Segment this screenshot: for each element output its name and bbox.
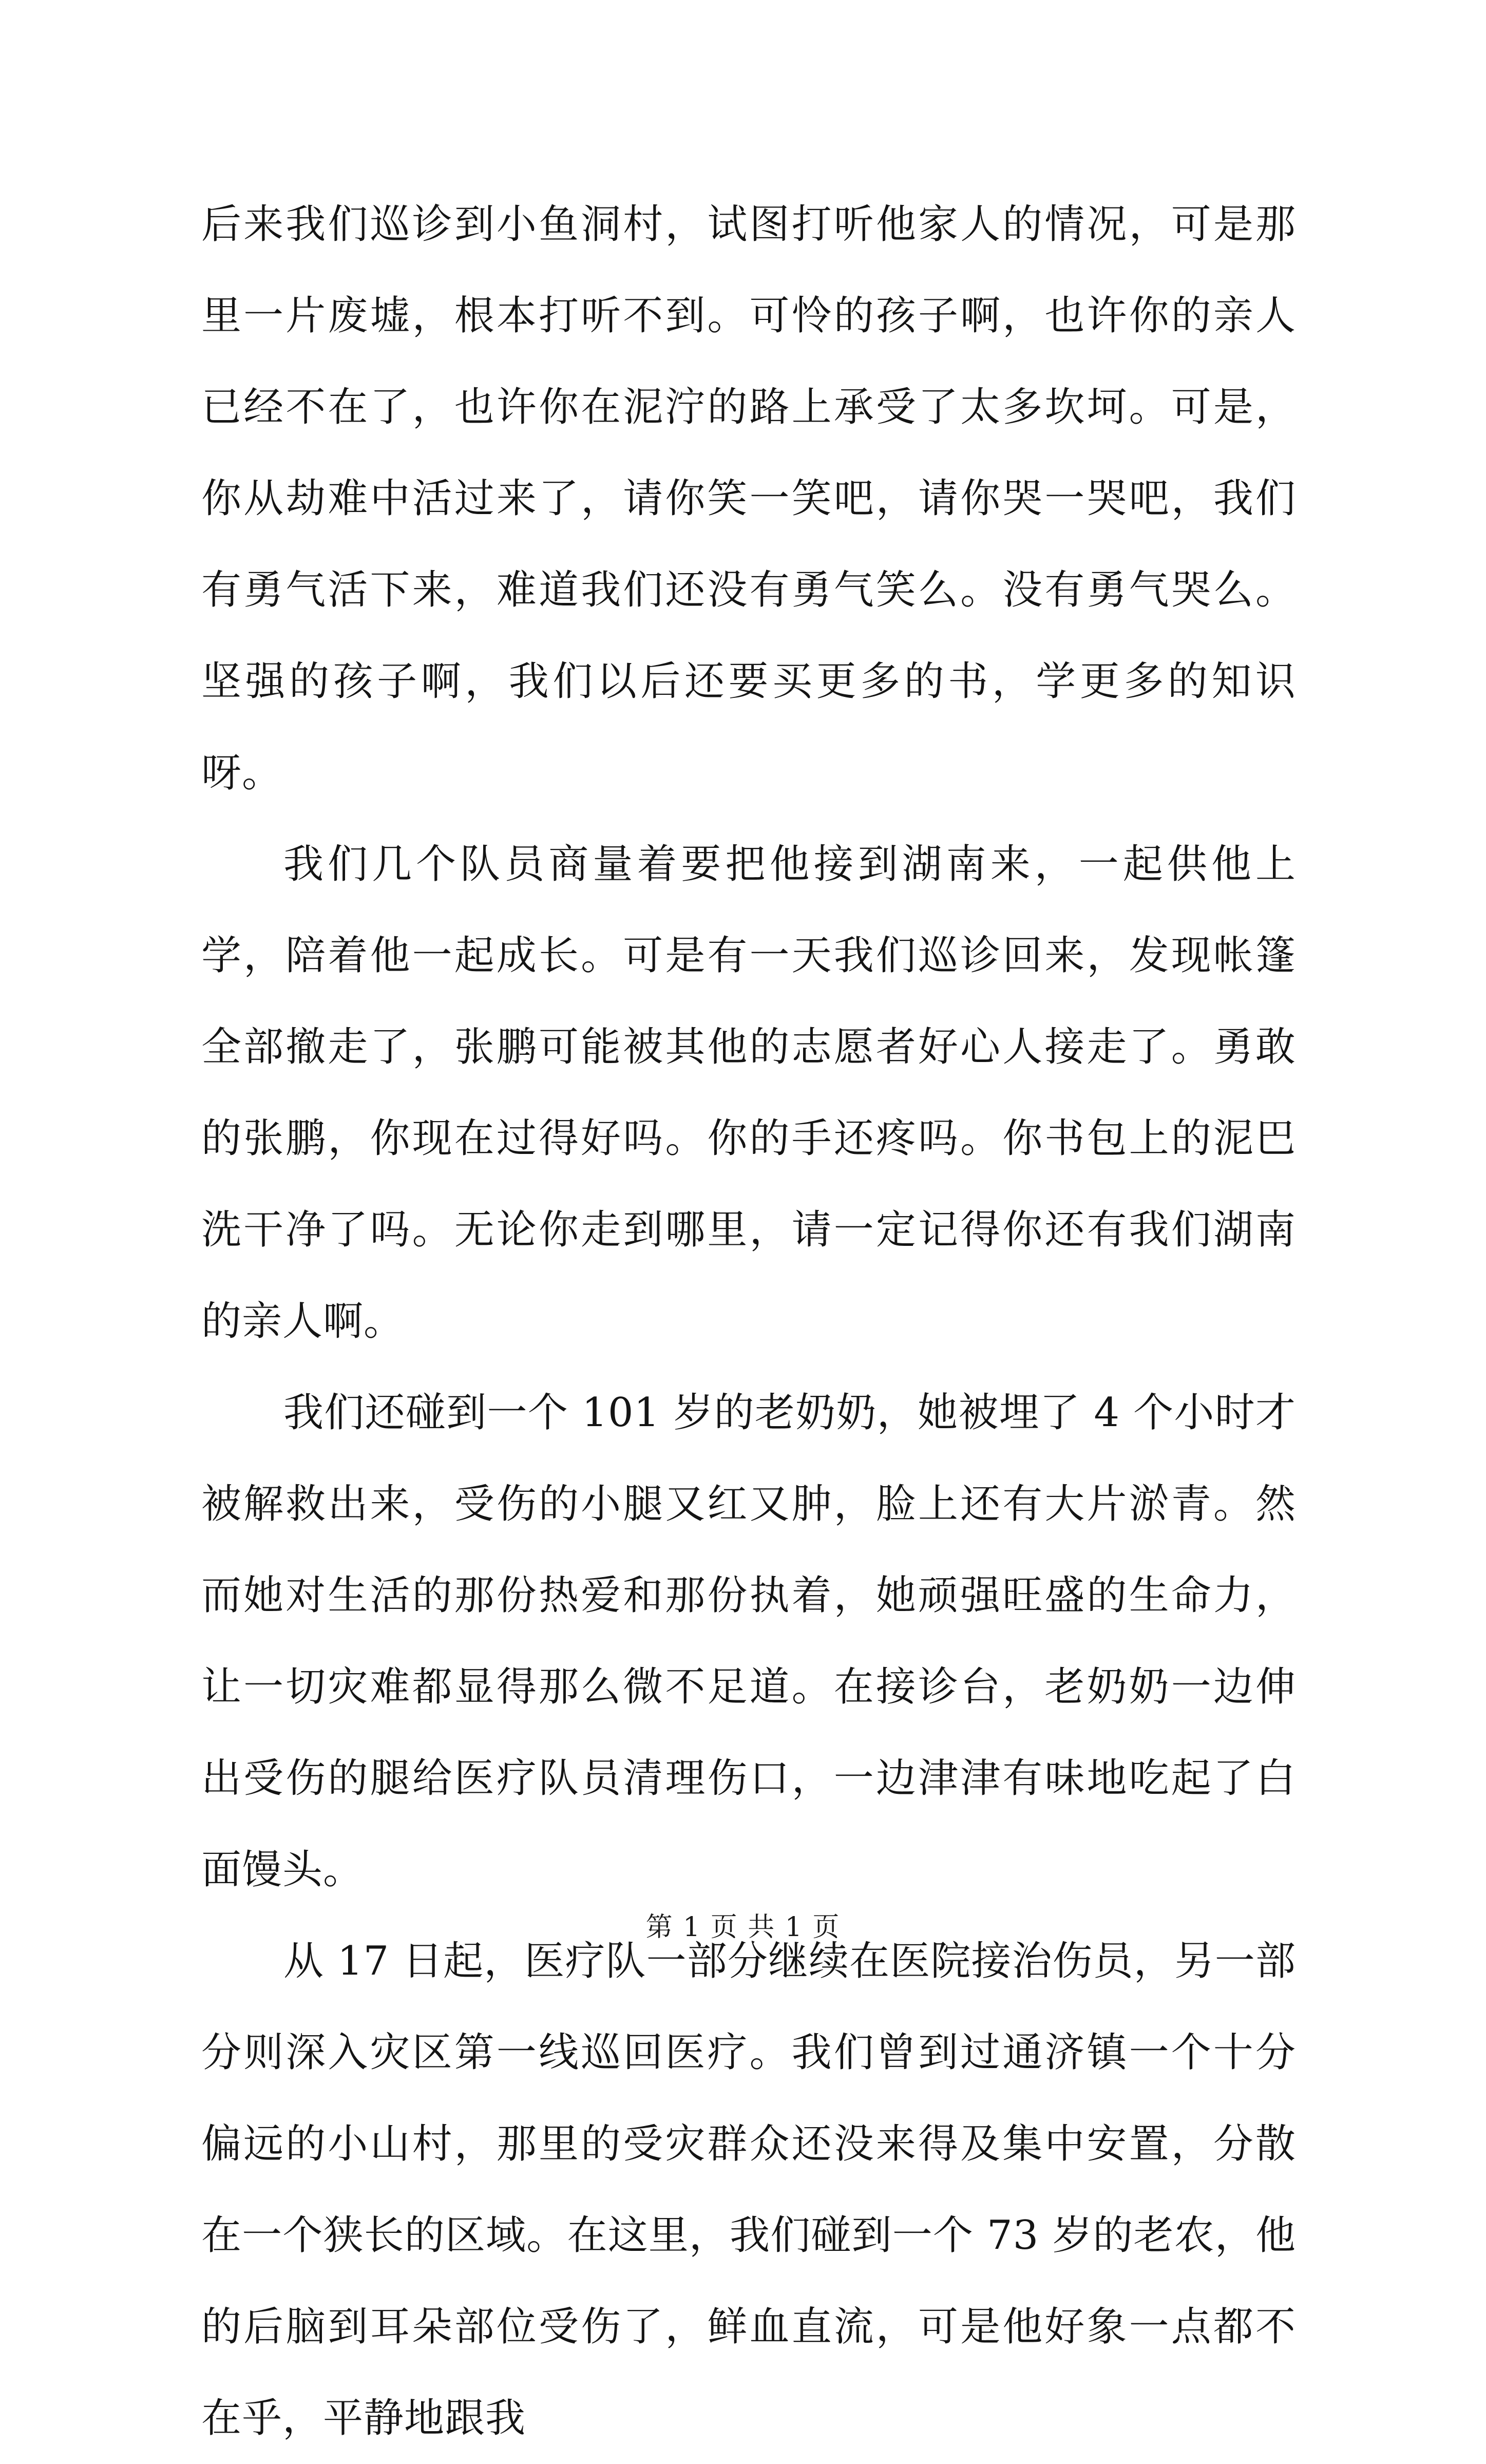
document-body	[201, 179, 1296, 2464]
paragraph-4: 从 17 日起，医疗队一部分继续在医院接治伤员，另一部分则深入灾区第一线巡回医疗。我们曾到过通济镇一个十分偏远的小山村，那里的受灾群众还没来得及集中安置，分散在一个狭长的区域。在这里，我们碰到一个 73 岁的老农，他的后脑到耳朵部位受伤了，鲜血直流，可是他好象一点都不在乎，平静地跟我	[201, 1938, 1296, 2441]
page-number-footer: 第 1 页 共 1 页	[645, 1912, 841, 1943]
paragraph-1: 后来我们巡诊到小鱼洞村，试图打听他家人的情况，可是那里一片废墟，根本打听不到。可怜的孩子啊，也许你的亲人已经不在了，也许你在泥泞的路上承受了太多坎坷。可是，你从劫难中活过来了，请你笑一笑吧，请你哭一哭吧，我们有勇气活下来，难道我们还没有勇气笑么。没有勇气哭么。坚强的孩子啊，我们以后还要买更多的书，学更多的知识呀。	[201, 201, 1296, 796]
paragraph-2: 我们几个队员商量着要把他接到湖南来，一起供他上学，陪着他一起成长。可是有一天我们巡诊回来，发现帐篷全部撤走了，张鹏可能被其他的志愿者好心人接走了。勇敢的张鹏，你现在过得好吗。你的手还疼吗。你书包上的泥巴洗干净了吗。无论你走到哪里，请一定记得你还有我们湖南的亲人啊。	[201, 841, 1296, 1344]
paragraph-3: 我们还碰到一个 101 岁的老奶奶，她被埋了 4 个小时才被解救出来，受伤的小腿又红又肿，脸上还有大片淤青。然而她对生活的那份热爱和那份执着，她顽强旺盛的生命力，让一切灾难都显得那么微不足道。在接诊台，老奶奶一边伸出受伤的腿给医疗队员清理伤口，一边津津有味地吃起了白面馒头。	[201, 1390, 1296, 1893]
